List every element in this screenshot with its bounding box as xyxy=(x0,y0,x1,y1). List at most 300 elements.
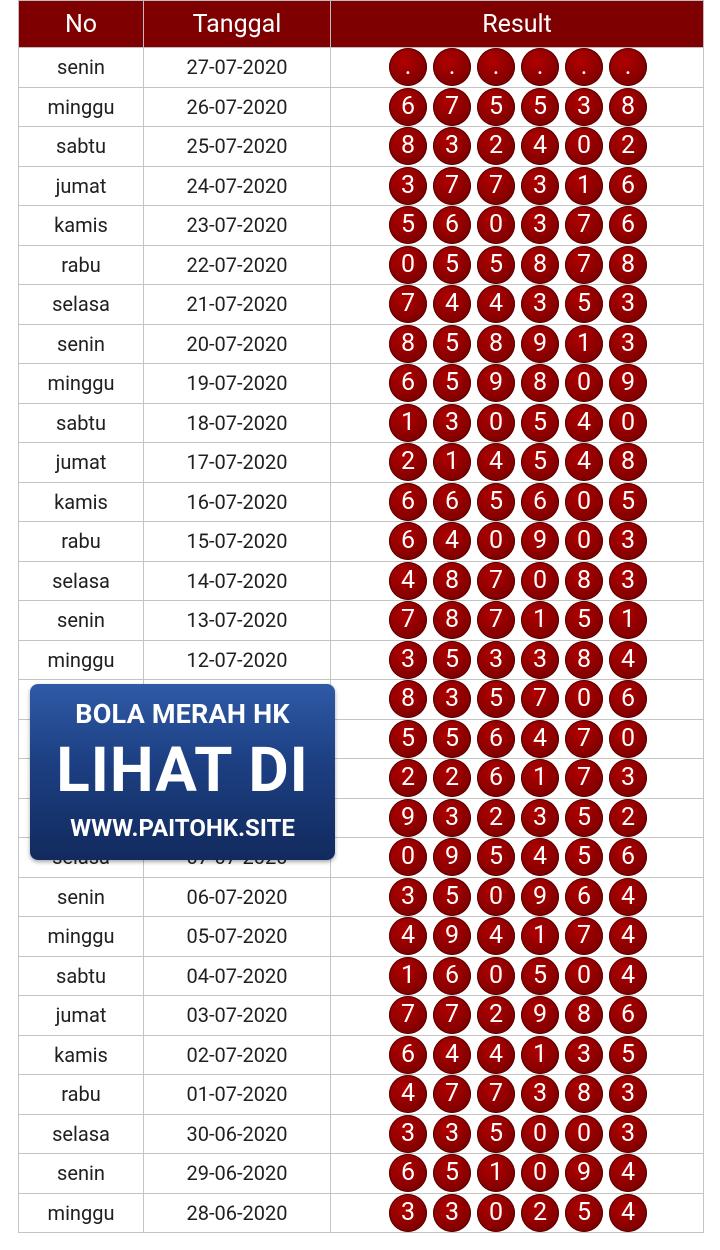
result-ball: 4 xyxy=(477,285,515,323)
row-day: sabtu xyxy=(19,956,144,996)
row-result xyxy=(331,1114,704,1154)
result-balls xyxy=(331,325,703,363)
row-date: 30-06-2020 xyxy=(144,1114,331,1154)
row-day: rabu xyxy=(19,522,144,562)
result-ball: 8 xyxy=(565,1075,603,1113)
row-result xyxy=(331,285,704,325)
result-ball: 7 xyxy=(565,246,603,284)
result-ball: 0 xyxy=(609,720,647,758)
result-balls xyxy=(331,1075,703,1113)
result-ball: 0 xyxy=(477,878,515,916)
row-date: 29-06-2020 xyxy=(144,1154,331,1194)
row-day: minggu xyxy=(19,87,144,127)
table-row xyxy=(19,601,704,641)
result-ball: 4 xyxy=(521,127,559,165)
result-ball: 6 xyxy=(477,759,515,797)
result-ball: 0 xyxy=(389,246,427,284)
result-ball: 2 xyxy=(609,127,647,165)
row-day: rabu xyxy=(19,245,144,285)
result-ball: 0 xyxy=(565,680,603,718)
row-result xyxy=(331,1075,704,1115)
result-ball: 9 xyxy=(521,325,559,363)
result-ball: 0 xyxy=(565,522,603,560)
result-ball: 7 xyxy=(389,996,427,1034)
result-ball: 2 xyxy=(433,759,471,797)
result-ball: . xyxy=(565,48,603,86)
result-balls xyxy=(331,127,703,165)
row-result xyxy=(331,640,704,680)
result-ball: 3 xyxy=(389,167,427,205)
row-result xyxy=(331,601,704,641)
row-day: senin xyxy=(19,48,144,88)
result-balls xyxy=(331,1194,703,1232)
result-ball: 8 xyxy=(565,641,603,679)
result-ball: 8 xyxy=(389,127,427,165)
result-ball: 0 xyxy=(477,522,515,560)
result-ball: 7 xyxy=(477,601,515,639)
row-result xyxy=(331,1154,704,1194)
row-day: senin xyxy=(19,1154,144,1194)
result-ball: 5 xyxy=(433,878,471,916)
result-ball: 6 xyxy=(433,483,471,521)
result-ball: 3 xyxy=(433,680,471,718)
row-date: 20-07-2020 xyxy=(144,324,331,364)
result-ball: 3 xyxy=(389,641,427,679)
row-result xyxy=(331,1193,704,1233)
row-day: selasa xyxy=(19,1114,144,1154)
row-result xyxy=(331,917,704,957)
row-result xyxy=(331,838,704,878)
result-balls xyxy=(331,641,703,679)
row-result xyxy=(331,48,704,88)
result-ball: 1 xyxy=(609,601,647,639)
result-ball: 4 xyxy=(477,443,515,481)
result-ball: 3 xyxy=(565,1036,603,1074)
table-row xyxy=(19,403,704,443)
result-ball: 4 xyxy=(433,1036,471,1074)
result-ball: 3 xyxy=(433,1194,471,1232)
result-ball: 3 xyxy=(609,285,647,323)
row-date: 25-07-2020 xyxy=(144,127,331,167)
table-row xyxy=(19,877,704,917)
result-balls xyxy=(331,957,703,995)
table-row xyxy=(19,482,704,522)
result-ball: 0 xyxy=(477,957,515,995)
result-ball: 8 xyxy=(433,562,471,600)
result-ball: 7 xyxy=(477,167,515,205)
row-result xyxy=(331,127,704,167)
row-result xyxy=(331,166,704,206)
table-row xyxy=(19,87,704,127)
row-date: 02-07-2020 xyxy=(144,1035,331,1075)
result-balls xyxy=(331,443,703,481)
row-date: 24-07-2020 xyxy=(144,166,331,206)
result-ball: 3 xyxy=(521,167,559,205)
row-date: 28-06-2020 xyxy=(144,1193,331,1233)
result-balls xyxy=(331,996,703,1034)
table-row xyxy=(19,324,704,364)
result-ball: 4 xyxy=(609,641,647,679)
row-date: 04-07-2020 xyxy=(144,956,331,996)
result-ball: 7 xyxy=(521,680,559,718)
result-ball: 2 xyxy=(521,1194,559,1232)
result-ball: 7 xyxy=(477,1075,515,1113)
result-balls xyxy=(331,404,703,442)
row-day: sabtu xyxy=(19,403,144,443)
result-balls xyxy=(331,246,703,284)
result-ball: 0 xyxy=(565,364,603,402)
row-day: minggu xyxy=(19,917,144,957)
result-ball: 6 xyxy=(609,838,647,876)
header-tanggal: Tanggal xyxy=(144,1,331,48)
result-ball: 6 xyxy=(389,1036,427,1074)
result-balls xyxy=(331,483,703,521)
promo-banner[interactable] xyxy=(30,684,335,860)
result-ball: 8 xyxy=(389,680,427,718)
row-date: 16-07-2020 xyxy=(144,482,331,522)
result-ball: 8 xyxy=(521,246,559,284)
result-ball: 3 xyxy=(609,1115,647,1153)
result-ball: 4 xyxy=(609,957,647,995)
result-ball: 4 xyxy=(609,917,647,955)
result-ball: 5 xyxy=(477,88,515,126)
row-result xyxy=(331,87,704,127)
table-row xyxy=(19,206,704,246)
row-date: 18-07-2020 xyxy=(144,403,331,443)
header-result: Result xyxy=(331,1,704,48)
result-ball: . xyxy=(521,48,559,86)
result-ball: 4 xyxy=(609,878,647,916)
result-ball: 5 xyxy=(521,957,559,995)
row-result xyxy=(331,877,704,917)
result-ball: 6 xyxy=(609,206,647,244)
result-ball: 2 xyxy=(609,799,647,837)
result-ball: 9 xyxy=(521,522,559,560)
result-ball: 6 xyxy=(389,522,427,560)
result-balls xyxy=(331,1115,703,1153)
result-ball: 8 xyxy=(609,88,647,126)
row-date: 21-07-2020 xyxy=(144,285,331,325)
table-row xyxy=(19,1035,704,1075)
table-row xyxy=(19,166,704,206)
result-ball: . xyxy=(477,48,515,86)
result-ball: 5 xyxy=(521,443,559,481)
result-ball: 6 xyxy=(433,957,471,995)
row-date: 26-07-2020 xyxy=(144,87,331,127)
result-ball: 5 xyxy=(477,246,515,284)
result-ball: 2 xyxy=(477,127,515,165)
result-ball: 7 xyxy=(565,917,603,955)
result-ball: 1 xyxy=(565,167,603,205)
row-day: kamis xyxy=(19,206,144,246)
result-ball: 6 xyxy=(609,167,647,205)
result-ball: 8 xyxy=(565,562,603,600)
result-balls xyxy=(331,206,703,244)
row-day: kamis xyxy=(19,482,144,522)
row-day: jumat xyxy=(19,166,144,206)
result-ball: 5 xyxy=(565,838,603,876)
result-ball: 4 xyxy=(521,720,559,758)
result-ball: 5 xyxy=(565,1194,603,1232)
result-balls xyxy=(331,720,703,758)
result-ball: 2 xyxy=(477,799,515,837)
result-ball: 9 xyxy=(565,1154,603,1192)
result-balls xyxy=(331,522,703,560)
table-header-row xyxy=(19,1,704,48)
banner-title: BOLA MERAH HK xyxy=(75,698,290,730)
result-ball: 3 xyxy=(433,799,471,837)
result-ball: 0 xyxy=(389,838,427,876)
table-row xyxy=(19,522,704,562)
table-row xyxy=(19,443,704,483)
result-ball: 5 xyxy=(433,720,471,758)
result-ball: 6 xyxy=(609,680,647,718)
row-day: minggu xyxy=(19,1193,144,1233)
row-day: selasa xyxy=(19,285,144,325)
result-ball: 1 xyxy=(565,325,603,363)
result-ball: 3 xyxy=(609,522,647,560)
result-ball: 6 xyxy=(389,483,427,521)
result-ball: 1 xyxy=(477,1154,515,1192)
result-ball: 9 xyxy=(609,364,647,402)
result-ball: 1 xyxy=(389,404,427,442)
result-ball: 7 xyxy=(433,167,471,205)
row-date: 05-07-2020 xyxy=(144,917,331,957)
table-row xyxy=(19,640,704,680)
row-day: senin xyxy=(19,324,144,364)
row-day: rabu xyxy=(19,1075,144,1115)
row-date: 17-07-2020 xyxy=(144,443,331,483)
result-balls xyxy=(331,48,703,86)
row-result xyxy=(331,364,704,404)
result-ball: 5 xyxy=(433,364,471,402)
row-day: jumat xyxy=(19,996,144,1036)
row-date: 14-07-2020 xyxy=(144,561,331,601)
result-ball: 5 xyxy=(389,206,427,244)
result-ball: 6 xyxy=(389,1154,427,1192)
result-balls xyxy=(331,680,703,718)
result-ball: 5 xyxy=(389,720,427,758)
row-result xyxy=(331,719,704,759)
result-balls xyxy=(331,799,703,837)
result-ball: 2 xyxy=(389,443,427,481)
row-day: selasa xyxy=(19,561,144,601)
result-ball: 5 xyxy=(433,1154,471,1192)
result-balls xyxy=(331,601,703,639)
result-ball: 4 xyxy=(521,838,559,876)
result-ball: 3 xyxy=(433,404,471,442)
result-ball: 9 xyxy=(521,878,559,916)
result-ball: 1 xyxy=(521,917,559,955)
result-ball: 9 xyxy=(521,996,559,1034)
row-result xyxy=(331,206,704,246)
result-ball: 0 xyxy=(565,483,603,521)
result-ball: 3 xyxy=(565,88,603,126)
table-row xyxy=(19,561,704,601)
result-ball: 3 xyxy=(389,1194,427,1232)
table-row xyxy=(19,1114,704,1154)
result-ball: 4 xyxy=(389,917,427,955)
result-ball: 3 xyxy=(521,1075,559,1113)
result-ball: 9 xyxy=(477,364,515,402)
result-ball: 5 xyxy=(433,325,471,363)
table-row xyxy=(19,917,704,957)
row-date: 22-07-2020 xyxy=(144,245,331,285)
result-balls xyxy=(331,878,703,916)
result-balls xyxy=(331,1036,703,1074)
result-ball: 5 xyxy=(477,1115,515,1153)
result-ball: 0 xyxy=(521,1154,559,1192)
result-ball: 5 xyxy=(433,246,471,284)
table-row xyxy=(19,1075,704,1115)
table-row xyxy=(19,127,704,167)
result-ball: 6 xyxy=(521,483,559,521)
result-ball: 3 xyxy=(389,1115,427,1153)
result-ball: 3 xyxy=(521,799,559,837)
result-ball: 3 xyxy=(521,206,559,244)
result-ball: 0 xyxy=(609,404,647,442)
row-date: 23-07-2020 xyxy=(144,206,331,246)
result-ball: 3 xyxy=(433,1115,471,1153)
result-ball: 0 xyxy=(565,1115,603,1153)
result-ball: 3 xyxy=(477,641,515,679)
result-ball: 3 xyxy=(609,325,647,363)
result-ball: 8 xyxy=(477,325,515,363)
table-row xyxy=(19,956,704,996)
result-ball: 0 xyxy=(477,206,515,244)
result-ball: 6 xyxy=(389,364,427,402)
result-ball: 7 xyxy=(433,1075,471,1113)
row-result xyxy=(331,324,704,364)
result-ball: 2 xyxy=(477,996,515,1034)
result-ball: 4 xyxy=(389,1075,427,1113)
result-ball: 5 xyxy=(565,285,603,323)
result-ball: 3 xyxy=(433,127,471,165)
result-ball: 4 xyxy=(389,562,427,600)
result-ball: 7 xyxy=(433,996,471,1034)
result-ball: 5 xyxy=(477,680,515,718)
result-balls xyxy=(331,562,703,600)
result-ball: 0 xyxy=(521,562,559,600)
table-row xyxy=(19,1193,704,1233)
table-row xyxy=(19,364,704,404)
result-ball: . xyxy=(389,48,427,86)
result-ball: 0 xyxy=(565,957,603,995)
result-ball: 5 xyxy=(565,601,603,639)
result-ball: 3 xyxy=(521,641,559,679)
result-ball: 8 xyxy=(609,443,647,481)
row-day: minggu xyxy=(19,640,144,680)
row-day: sabtu xyxy=(19,127,144,167)
result-ball: 8 xyxy=(565,996,603,1034)
result-ball: 6 xyxy=(565,878,603,916)
row-result xyxy=(331,403,704,443)
row-date: 15-07-2020 xyxy=(144,522,331,562)
table-body xyxy=(19,48,704,1233)
result-ball: 7 xyxy=(477,562,515,600)
result-ball: 0 xyxy=(477,404,515,442)
result-ball: 4 xyxy=(477,1036,515,1074)
banner-url[interactable]: WWW.PAITOHK.SITE xyxy=(70,814,295,842)
row-result xyxy=(331,561,704,601)
result-ball: 3 xyxy=(609,562,647,600)
row-day: senin xyxy=(19,601,144,641)
row-result xyxy=(331,956,704,996)
row-date: 27-07-2020 xyxy=(144,48,331,88)
result-ball: 4 xyxy=(609,1154,647,1192)
banner-headline: LIHAT DI xyxy=(56,734,309,807)
result-ball: 5 xyxy=(433,641,471,679)
result-ball: 4 xyxy=(565,404,603,442)
result-ball: 7 xyxy=(565,206,603,244)
result-balls xyxy=(331,167,703,205)
result-ball: 4 xyxy=(609,1194,647,1232)
table-row xyxy=(19,48,704,88)
result-balls xyxy=(331,838,703,876)
result-balls xyxy=(331,364,703,402)
table-row xyxy=(19,245,704,285)
result-ball: 7 xyxy=(389,285,427,323)
result-ball: 7 xyxy=(565,720,603,758)
result-ball: 1 xyxy=(389,957,427,995)
result-ball: 7 xyxy=(389,601,427,639)
result-ball: 5 xyxy=(609,483,647,521)
result-ball: 8 xyxy=(389,325,427,363)
result-ball: 3 xyxy=(609,759,647,797)
header-no: No xyxy=(19,1,144,48)
row-result xyxy=(331,443,704,483)
row-result xyxy=(331,680,704,720)
row-date: 12-07-2020 xyxy=(144,640,331,680)
result-ball: 0 xyxy=(521,1115,559,1153)
result-ball: 9 xyxy=(389,799,427,837)
result-ball: 4 xyxy=(433,285,471,323)
result-ball: 9 xyxy=(433,838,471,876)
row-day: senin xyxy=(19,877,144,917)
result-balls xyxy=(331,1154,703,1192)
result-ball: 1 xyxy=(521,1036,559,1074)
result-ball: 0 xyxy=(565,127,603,165)
result-ball: 5 xyxy=(477,838,515,876)
result-ball: 7 xyxy=(433,88,471,126)
result-ball: 0 xyxy=(477,1194,515,1232)
row-result xyxy=(331,759,704,799)
result-ball: . xyxy=(433,48,471,86)
row-date: 13-07-2020 xyxy=(144,601,331,641)
result-balls xyxy=(331,917,703,955)
result-ball: 5 xyxy=(477,483,515,521)
table-row xyxy=(19,285,704,325)
row-day: kamis xyxy=(19,1035,144,1075)
row-date: 03-07-2020 xyxy=(144,996,331,1036)
row-result xyxy=(331,245,704,285)
result-ball: 5 xyxy=(565,799,603,837)
result-ball: 5 xyxy=(609,1036,647,1074)
result-ball: 1 xyxy=(433,443,471,481)
result-ball: 3 xyxy=(389,878,427,916)
row-result xyxy=(331,482,704,522)
result-ball: 3 xyxy=(609,1075,647,1113)
result-balls xyxy=(331,759,703,797)
result-ball: 8 xyxy=(521,364,559,402)
result-ball: 3 xyxy=(521,285,559,323)
result-ball: 7 xyxy=(565,759,603,797)
table-row xyxy=(19,1154,704,1194)
row-result xyxy=(331,522,704,562)
row-day: jumat xyxy=(19,443,144,483)
result-ball: 6 xyxy=(433,206,471,244)
result-ball: 1 xyxy=(521,601,559,639)
